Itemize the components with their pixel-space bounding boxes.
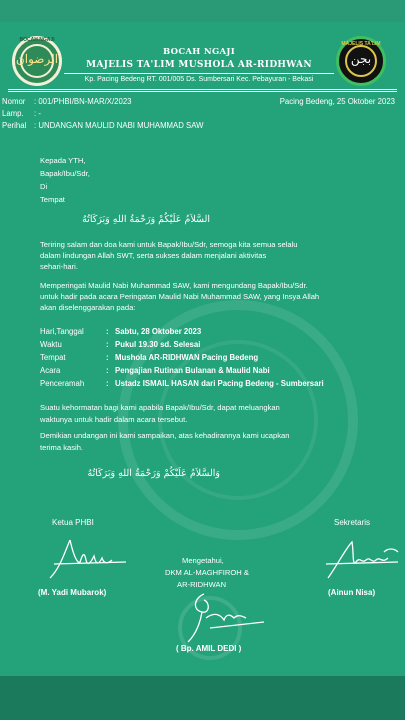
paragraph-1-line2: dalam lindungan Allah SWT, serta sukses dalam menjalani aktivitas	[40, 251, 267, 260]
left-signature-icon	[40, 534, 130, 582]
paragraph-2-line2: untuk hadir pada acara Peringatan Maulid Nabi Muhammad SAW, yang Insya Allah	[40, 292, 320, 301]
left-signer-name: (M. Yadi Mubarok)	[38, 588, 107, 597]
paragraph-1-line3: sehari-hari.	[40, 262, 78, 271]
bocah-ngaji-logo-icon: BOCAH NGAJI الرضوان	[12, 36, 62, 86]
lampiran-row: Lamp. : -	[2, 109, 41, 118]
place-date: Pacing Bedeng, 25 Oktober 2023	[279, 97, 395, 106]
bottom-bar	[0, 676, 405, 720]
salam-closing: وَالسَّلاَمُ عَلَيْكُمْ وَرَحْمَةُ اللهِ وَبَرَكَاتُهُ	[87, 468, 220, 479]
nomor-row: Nomor : 001/PHBI/BN-MAR/X/2023	[2, 97, 132, 106]
kop-line	[8, 89, 397, 90]
event-row-agenda: Acara : Pengajian Rutinan Bulanan & Maulid Nabi	[40, 366, 270, 375]
salam-opening: السَّلاَمُ عَلَيْكُمْ وَرَحْمَةُ اللهِ وَبَرَكَاتُهُ	[82, 214, 210, 225]
org-subtitle: MAJELIS TA'LIM MUSHOLA AR-RIDHWAN	[86, 60, 312, 70]
center-signature-icon	[180, 588, 270, 644]
header-divider	[64, 73, 334, 74]
closing-2-line2: terima kasih.	[40, 443, 84, 452]
top-bar	[0, 0, 405, 22]
event-row-time: Waktu : Pukul 19.30 sd. Selesai	[40, 340, 201, 349]
right-signer-title: Sekretaris	[334, 518, 371, 527]
event-row-place: Tempat : Mushola AR-RIDHWAN Pacing Bedeng	[40, 353, 259, 362]
dkm-name-line1: DKM AL-MAGHFIROH &	[165, 568, 249, 577]
event-row-date: Hari,Tanggal : Sabtu, 28 Oktober 2023	[40, 327, 202, 336]
right-signature-icon	[322, 534, 402, 582]
paragraph-1-line1: Teriring salam dan doa kami untuk Bapak/Ibu/Sdr, semoga kita semua selalu	[40, 240, 298, 249]
center-signer-name: ( Bp. AMIL DEDI )	[176, 644, 242, 653]
recipient-line4: Tempat	[40, 195, 65, 204]
recipient-line2: Bapak/Ibu/Sdr,	[40, 169, 90, 178]
majelis-taklim-logo-icon: MAJELIS TA'LIM بجن	[336, 36, 386, 86]
right-signer-name: (Ainun Nisa)	[328, 588, 376, 597]
recipient-line1: Kepada YTH,	[40, 156, 86, 165]
acknowledge-label: Mengetahui,	[182, 556, 224, 565]
event-row-speaker: Penceramah : Ustadz ISMAIL HASAN dari Pacing Bedeng - Sumbersari	[40, 379, 324, 388]
org-address: Kp. Pacing Bedeng RT. 001/005 Ds. Sumbersari Kec. Pebayuran - Bekasi	[84, 76, 314, 83]
org-name: BOCAH NGAJI	[162, 47, 236, 57]
recipient-line3: Di	[40, 182, 48, 191]
closing-2-line1: Demikian undangan ini kami sampaikan, atas kehadirannya kami ucapkan	[40, 431, 290, 440]
perihal-row: Perihal : UNDANGAN MAULID NABI MUHAMMAD SAW	[2, 121, 204, 130]
paragraph-2-line3: akan diselenggarakan pada:	[40, 303, 136, 312]
closing-1-line1: Suatu kehormatan bagi kami apabila Bapak/Ibu/Sdr, dapat meluangkan	[40, 403, 280, 412]
kop-line-second	[8, 91, 397, 92]
left-signer-title: Ketua PHBI	[52, 518, 94, 527]
dkm-name-line2: AR-RIDHWAN	[177, 580, 227, 589]
paragraph-2-line1: Memperingati Maulid Nabi Muhammad SAW, kami mengundang Bapak/Ibu/Sdr.	[40, 281, 308, 290]
closing-1-line2: waktunya untuk hadir dalam acara tersebut.	[40, 415, 188, 424]
